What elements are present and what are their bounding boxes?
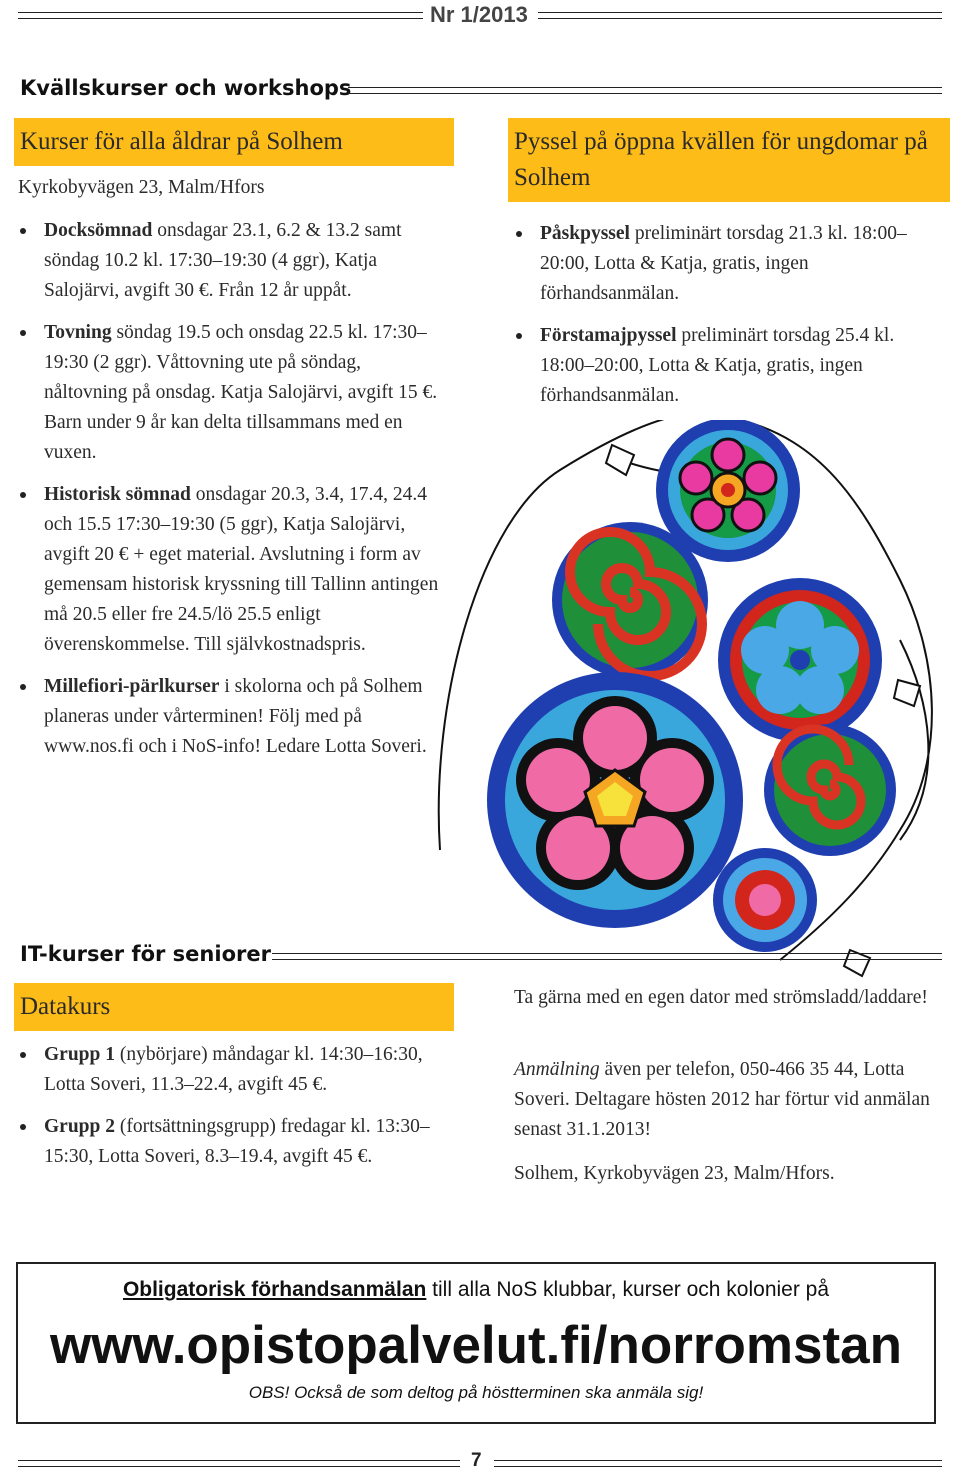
bead-spiral-right — [764, 724, 896, 856]
course-name: Docksömnad — [44, 220, 153, 241]
header-rule-left — [18, 12, 423, 19]
charm-right — [894, 680, 920, 706]
footer-rule-left — [18, 1460, 460, 1467]
list-item — [18, 318, 443, 468]
group-name: Grupp 1 — [44, 1044, 115, 1065]
registration-text: även per telefon, 050-466 35 44, Lotta Soveri. Deltagare hösten 2012 har förtur vid anmälan senast 31.1.2013! — [514, 1059, 930, 1140]
youth-crafts-box-title: Pyssel på öppna kvällen för ungdomar på Solhem — [508, 118, 950, 202]
issue-label: Nr 1/2013 — [430, 2, 528, 27]
address: Kyrkobyvägen 23, Malm/Hfors — [18, 177, 265, 198]
crafts-list — [514, 219, 934, 423]
course-name: Tovning — [44, 322, 112, 343]
bead-spiral-red-green — [552, 522, 708, 678]
bead-small-bottom — [713, 848, 817, 952]
section-title-evening-courses: Kvällskurser och workshops — [20, 76, 352, 100]
event-details: preliminärt torsdag 21.3 kl. 18:00–20:00, Lotta & Katja, gratis, ingen förhandsanmälan. — [540, 223, 907, 304]
bead-flower-blue — [718, 578, 882, 742]
course-list — [18, 216, 443, 774]
section-rule — [272, 953, 942, 960]
mandatory-registration-label: Obligatorisk förhandsanmälan — [122, 1278, 427, 1301]
millefiori-beads-image — [420, 420, 960, 980]
course-details: söndag 19.5 och onsdag 22.5 kl. 17:30–19:30 (2 ggr). Våttovning ute på söndag, nåltovning på onsdag. Katja Salojärvi, avgift 15 €. Barn under 9 år kan delta tillsammans med en vuxen. — [44, 322, 438, 463]
list-item — [18, 1112, 448, 1172]
course-name: Historisk sömnad — [44, 484, 191, 505]
registration-url[interactable]: www.opistopalvelut.fi/norromstan — [50, 1316, 902, 1375]
list-item — [18, 480, 443, 660]
mandatory-registration-text: till alla NoS klubbar, kurser och kolonier på — [426, 1278, 830, 1301]
list-item — [514, 321, 934, 411]
datakurs-box-title: Datakurs — [14, 983, 454, 1031]
list-item — [514, 219, 934, 309]
it-course-list — [18, 1040, 448, 1184]
list-item — [18, 216, 443, 306]
section-title-it-courses: IT-kurser för seniorer — [20, 942, 271, 966]
course-details: onsdagar 20.3, 3.4, 17.4, 24.4 och 15.5 17:30–19:30 (5 ggr), Katja Salojärvi, avgift 20 € + eget material. Avslutning i form av gemensam historisk kryssning till Tallinn antingen må 20.5 eller fre 24.5/lö 25.5 enligt överenskommelse. Till självkostnadspris. — [44, 484, 439, 655]
banner-note: OBS! Också de som deltog på höstterminen ska anmäla sig! — [248, 1383, 704, 1402]
group-name: Grupp 2 — [44, 1116, 115, 1137]
bring-computer-note: Ta gärna med en egen dator med strömsladd/laddare! — [514, 987, 928, 1008]
courses-box-title: Kurser för alla åldrar på Solhem — [14, 118, 454, 166]
footer-rule-right — [494, 1460, 942, 1467]
course-details: onsdagar 23.1, 6.2 & 13.2 samt söndag 10.2 kl. 17:30–19:30 (4 ggr), Katja Salojärvi, avgift 30 €. Från 12 år uppåt. — [44, 220, 402, 301]
page-number: 7 — [471, 1450, 482, 1471]
charm-top — [606, 445, 634, 475]
section-rule — [348, 87, 942, 94]
group-details: (fortsättningsgrupp) fredagar kl. 13:30–15:30, Lotta Soveri, 8.3–19.4, avgift 45 €. — [44, 1116, 430, 1167]
banner-line — [18, 1276, 934, 1304]
course-details: i skolorna och på Solhem planeras under vårterminen! Följ med på www.nos.fi och i NoS-info! Ledare Lotta Soveri. — [44, 676, 427, 757]
list-item — [18, 1040, 448, 1100]
course-name: Millefiori-pärlkurser — [44, 676, 220, 697]
header-rule-right — [538, 12, 942, 19]
registration-banner — [16, 1262, 936, 1424]
event-details: preliminärt torsdag 25.4 kl. 18:00–20:00, Lotta & Katja, gratis, ingen förhandsanmälan. — [540, 325, 895, 406]
registration-label: Anmälning — [514, 1059, 600, 1080]
location-address: Solhem, Kyrkobyvägen 23, Malm/Hfors. — [514, 1163, 835, 1184]
group-details: (nybörjare) måndagar kl. 14:30–16:30, Lotta Soveri, 11.3–22.4, avgift 45 €. — [44, 1044, 423, 1095]
event-name: Förstamajpyssel — [540, 325, 677, 346]
list-item — [18, 672, 443, 762]
event-name: Påskpyssel — [540, 223, 630, 244]
bead-flower-large-pink — [487, 672, 743, 928]
registration-info — [514, 1055, 944, 1145]
